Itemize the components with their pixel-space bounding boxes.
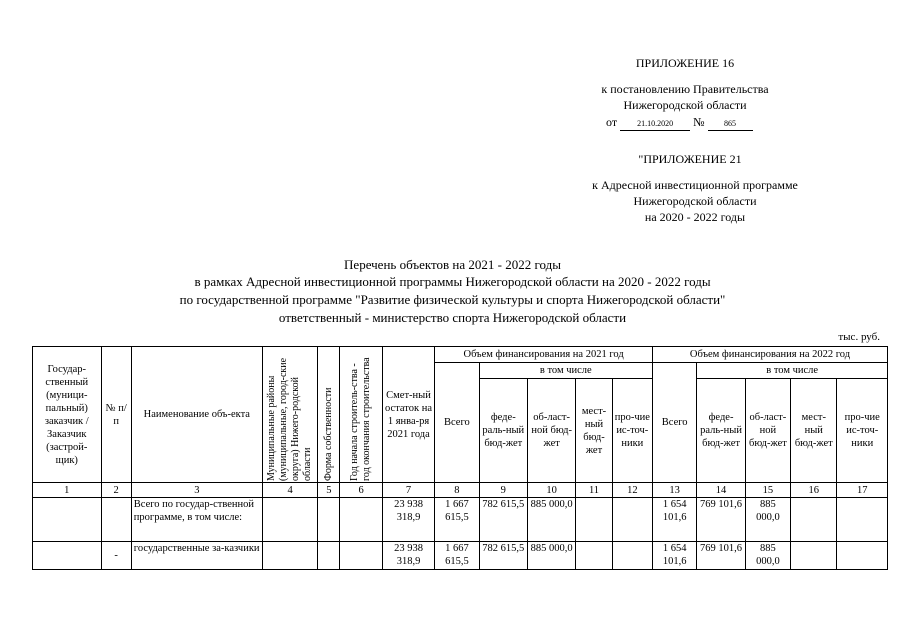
header-years: Год начала строитель-ства - год окончания строительства	[340, 347, 382, 483]
cell-ownership	[318, 542, 340, 570]
cell-regional-2022: 885 000,0	[745, 542, 790, 570]
col-number: 16	[791, 483, 837, 498]
col-number: 12	[612, 483, 652, 498]
units-label: тыс. руб.	[838, 331, 880, 343]
header-ownership: Форма собственности	[318, 347, 340, 483]
objects-table	[32, 346, 888, 570]
cell-num: -	[101, 542, 131, 570]
cell-federal-2021: 782 615,5	[479, 542, 527, 570]
cell-estimate: 23 938 318,9	[382, 542, 434, 570]
col-number: 9	[479, 483, 527, 498]
cell-federal-2022: 769 101,6	[697, 498, 745, 542]
col-number: 8	[435, 483, 479, 498]
resolution-date-line	[606, 114, 806, 131]
header-estimate: Смет-ный остаток на 1 янва-ря 2021 года	[382, 347, 434, 483]
cell-total-2021: 1 667 615,5	[435, 542, 479, 570]
cell-estimate: 23 938 318,9	[382, 498, 434, 542]
header-total-2022: Всего	[652, 363, 696, 483]
header-num: № п/п	[101, 347, 131, 483]
cell-local-2021	[576, 542, 612, 570]
header-regional-2021: об-ласт-ной бюд-жет	[527, 379, 575, 483]
cell-years	[340, 542, 382, 570]
number-value: 865	[708, 118, 753, 131]
cell-regional-2021: 885 000,0	[527, 542, 575, 570]
header-local-2022: мест-ный бюд-жет	[791, 379, 837, 483]
cell-local-2022	[791, 542, 837, 570]
header-total-2021: Всего	[435, 363, 479, 483]
col-number: 15	[745, 483, 790, 498]
cell-districts	[262, 498, 317, 542]
cell-regional-2022: 885 000,0	[745, 498, 790, 542]
header-local-2021: мест-ный бюд-жет	[576, 379, 612, 483]
header-other-2022: про-чие ис-точ-ники	[837, 379, 888, 483]
cell-regional-2021: 885 000,0	[527, 498, 575, 542]
col-number: 1	[33, 483, 102, 498]
cell-customer	[33, 542, 102, 570]
col-number: 5	[318, 483, 340, 498]
col-number: 4	[262, 483, 317, 498]
cell-districts	[262, 542, 317, 570]
number-sign: №	[693, 115, 705, 129]
program-line3: на 2020 - 2022 годы	[644, 210, 746, 224]
program-line2: Нижегородской области	[633, 194, 757, 208]
col-number: 11	[576, 483, 612, 498]
header-incl-2021: в том числе	[479, 363, 652, 379]
title-line4: ответственный - министерство спорта Нижегородской области	[278, 310, 627, 325]
cell-ownership	[318, 498, 340, 542]
header-federal-2021: феде-раль-ный бюд-жет	[479, 379, 527, 483]
col-number: 13	[652, 483, 696, 498]
col-number: 17	[837, 483, 888, 498]
header-name: Наименование объ-екта	[131, 347, 262, 483]
date-prefix: от	[606, 115, 618, 129]
table-row	[33, 542, 888, 570]
cell-customer	[33, 498, 102, 542]
header-other-2021: про-чие ис-точ-ники	[612, 379, 652, 483]
appendix-number: ПРИЛОЖЕНИЕ 16	[635, 56, 735, 70]
col-number: 7	[382, 483, 434, 498]
resolution-line1: к постановлению Правительства	[601, 82, 769, 96]
cell-total-2022: 1 654 101,6	[652, 542, 696, 570]
col-number: 10	[527, 483, 575, 498]
col-number: 2	[101, 483, 131, 498]
col-number: 14	[697, 483, 745, 498]
title-line2: в рамках Адресной инвестиционной программы Нижегородской области на 2020 - 2022 годы	[194, 274, 711, 289]
header-regional-2022: об-ласт-ной бюд-жет	[745, 379, 790, 483]
column-numbers-row	[33, 483, 888, 498]
cell-other-2021	[612, 542, 652, 570]
date-value: 21.10.2020	[620, 118, 690, 131]
cell-other-2022	[837, 498, 888, 542]
cell-local-2021	[576, 498, 612, 542]
table-row	[33, 498, 888, 542]
header-federal-2022: феде-раль-ный бюд-жет	[697, 379, 745, 483]
cell-federal-2022: 769 101,6	[697, 542, 745, 570]
cell-federal-2021: 782 615,5	[479, 498, 527, 542]
cell-other-2021	[612, 498, 652, 542]
header-districts: Муниципальные районы (муниципальные, город-ские округа) Нижего-родской области	[262, 347, 317, 483]
appendix2-number: "ПРИЛОЖЕНИЕ 21	[638, 152, 742, 166]
title-line3: по государственной программе "Развитие физической культуры и спорта Нижегородской области"	[179, 292, 726, 307]
header-fin2022: Объем финансирования на 2022 год	[652, 347, 887, 363]
header-fin2021: Объем финансирования на 2021 год	[435, 347, 653, 363]
header-customer: Государ-ственный (муници-пальный) заказчик / Заказчик (застрой-щик)	[33, 347, 102, 483]
col-number: 6	[340, 483, 382, 498]
resolution-line2: Нижегородской области	[623, 98, 747, 112]
cell-total-2021: 1 667 615,5	[435, 498, 479, 542]
col-number: 3	[131, 483, 262, 498]
cell-num	[101, 498, 131, 542]
cell-other-2022	[837, 542, 888, 570]
cell-name: Всего по государ-ственной программе, в том числе:	[131, 498, 262, 542]
title-line1: Перечень объектов на 2021 - 2022 годы	[344, 257, 561, 272]
header-incl-2022: в том числе	[697, 363, 888, 379]
cell-name: государственные за-казчики	[131, 542, 262, 570]
cell-years	[340, 498, 382, 542]
cell-total-2022: 1 654 101,6	[652, 498, 696, 542]
cell-local-2022	[791, 498, 837, 542]
program-line1: к Адресной инвестиционной программе	[592, 178, 798, 192]
